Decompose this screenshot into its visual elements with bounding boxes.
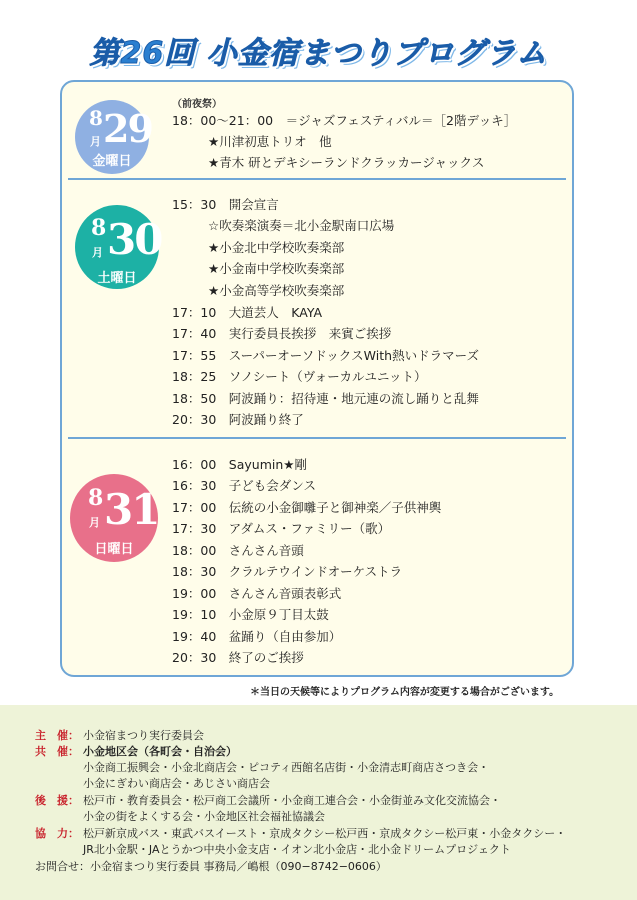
co-host-sub: 小金にぎわい商店会・あじさい商店会 xyxy=(83,777,270,790)
program-line: 17：10 大道芸人 KAYA xyxy=(172,305,323,320)
date-weekday: 土曜日 xyxy=(97,271,137,286)
program-line: 20：30 終了のご挨拶 xyxy=(172,650,304,665)
cooperation-sub: JR北小金駅・JAとうかつ中央小金支店・イオン北小金店・北小金ドリームプロジェクト xyxy=(83,843,511,856)
program-line: ☆吹奏楽演奏＝北小金駅南口広場 xyxy=(208,218,395,233)
program-line: ★川津初恵トリオ 他 xyxy=(208,134,332,149)
contact-info: お問合せ：小金宿まつり実行委員 事務局／嶋根（090−8742−0606） xyxy=(35,860,387,873)
co-host-label: 共 催： xyxy=(35,745,79,758)
host-label: 主 催： xyxy=(35,729,79,742)
date-month-char: 月 xyxy=(89,516,100,529)
program-line: 18：00〜21：00 ＝ジャズフェスティバル＝［2階デッキ］ xyxy=(172,113,517,128)
date-badge-30 xyxy=(75,205,162,289)
program-line: 19：10 小金原９丁目太鼓 xyxy=(172,607,329,622)
co-host-row xyxy=(35,743,237,759)
program-line: 17：00 伝統の小金御囃子と御神楽／子供神輿 xyxy=(172,500,442,515)
program-line: 20：30 阿波踊り終了 xyxy=(172,412,304,427)
program-line: 19：40 盆踊り（自由参加） xyxy=(172,629,342,644)
date-month: 8 xyxy=(88,485,104,511)
program-line: 18：00 さんさん音頭 xyxy=(172,543,304,558)
cooperation-text: 松戸新京成バス・東武バスイースト・京成タクシー松戸西・京成タクシー松戸東・小金タクシー・ xyxy=(83,827,567,840)
host-text: 小金宿まつり実行委員会 xyxy=(83,729,204,742)
section-divider xyxy=(68,437,566,439)
program-line: ★小金高等学校吹奏楽部 xyxy=(208,283,345,298)
date-badge-31 xyxy=(70,474,158,562)
date-weekday: 金曜日 xyxy=(92,154,132,169)
eve-label: （前夜祭） xyxy=(172,99,222,110)
section-divider xyxy=(68,178,566,180)
cooperation-row xyxy=(35,825,566,841)
program-line: 17：40 実行委員長挨拶 来賓ご挨拶 xyxy=(172,326,392,341)
support-row xyxy=(35,792,501,808)
program-line: 18：30 クラルテウインドオーケストラ xyxy=(172,564,403,579)
support-text: 松戸市・教育委員会・松戸商工会議所・小金商工連合会・小金街並み文化交流協会・ xyxy=(83,794,501,807)
date-weekday: 日曜日 xyxy=(94,542,134,557)
program-line: ★小金北中学校吹奏楽部 xyxy=(208,240,345,255)
cooperation-label: 協 力： xyxy=(35,827,79,840)
program-line: 16：00 Sayumin★剛 xyxy=(172,457,308,472)
footer-credits xyxy=(0,705,637,900)
date-badge-29 xyxy=(75,100,152,174)
date-day: 29 xyxy=(103,106,152,151)
date-month-char: 月 xyxy=(90,135,101,148)
program-line: 15：30 開会宣言 xyxy=(172,197,279,212)
date-month: 8 xyxy=(91,215,107,241)
date-day: 31 xyxy=(104,485,159,534)
program-line: 18：50 阿波踊り：招待連・地元連の流し踊りと乱舞 xyxy=(172,391,479,406)
host-row xyxy=(35,727,204,743)
co-host-text: 小金地区会（各町会・自治会） xyxy=(83,745,237,758)
program-line: 19：00 さんさん音頭表彰式 xyxy=(172,586,342,601)
program-line: ★青木 研とデキシーランドクラッカージャックス xyxy=(208,155,485,170)
support-sub: 小金の街をよくする会・小金地区社会福祉協議会 xyxy=(83,810,325,823)
date-month-char: 月 xyxy=(92,246,103,259)
date-month: 8 xyxy=(89,106,103,130)
program-line: 17：30 アダムス・ファミリー（歌） xyxy=(172,521,391,536)
support-label: 後 援： xyxy=(35,794,79,807)
program-line: 17：55 スーパーオーソドックスWith熱いドラマーズ xyxy=(172,348,479,363)
co-host-sub: 小金商工振興会・小金北商店会・ピコティ西館名店街・小金清志町商店さつき会・ xyxy=(83,761,490,774)
weather-notice: ＊当日の天候等によりプログラム内容が変更する場合がございます。 xyxy=(250,687,560,698)
program-line: 16：30 子ども会ダンス xyxy=(172,478,317,493)
page-title: 第26回 小金宿まつりプログラム xyxy=(89,36,548,71)
date-day: 30 xyxy=(107,215,162,264)
program-line: 18：25 ソノシート（ヴォーカルユニット） xyxy=(172,369,427,384)
program-line: ★小金南中学校吹奏楽部 xyxy=(208,261,345,276)
